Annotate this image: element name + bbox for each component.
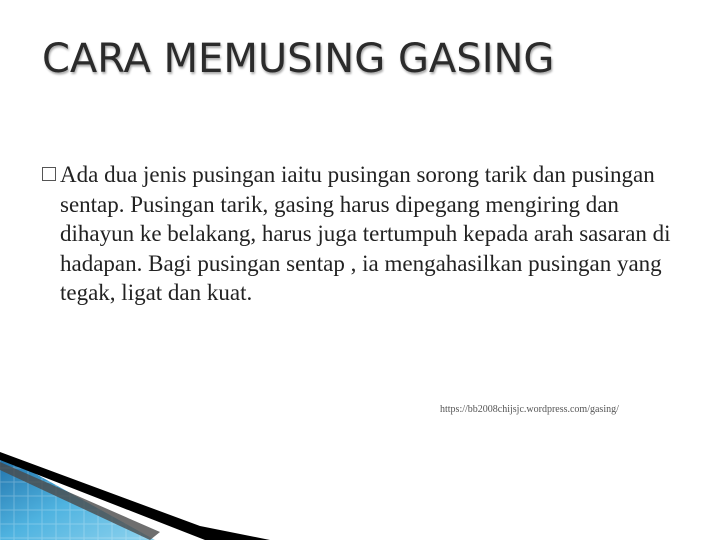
corner-decoration (0, 440, 270, 540)
bullet-text: Ada dua jenis pusingan iaitu pusingan sorong tarik dan pusingan sentap. Pusingan tarik, gasing harus dipegang mengiring dan dihayun ke belakang, harus juga tertumpuh kepada arah sasaran di hadapan. Bagi pusingan sentap , ia mengahasilkan pusingan yang tegak, ligat dan kuat. (60, 162, 671, 305)
bullet-list (42, 160, 682, 308)
source-url: https://bb2008chijsjc.wordpress.com/gasing/ (440, 404, 619, 415)
square-bullet-icon (42, 167, 56, 181)
slide-title: CARA MEMUSING GASING (42, 36, 555, 82)
bullet-item (42, 160, 682, 308)
